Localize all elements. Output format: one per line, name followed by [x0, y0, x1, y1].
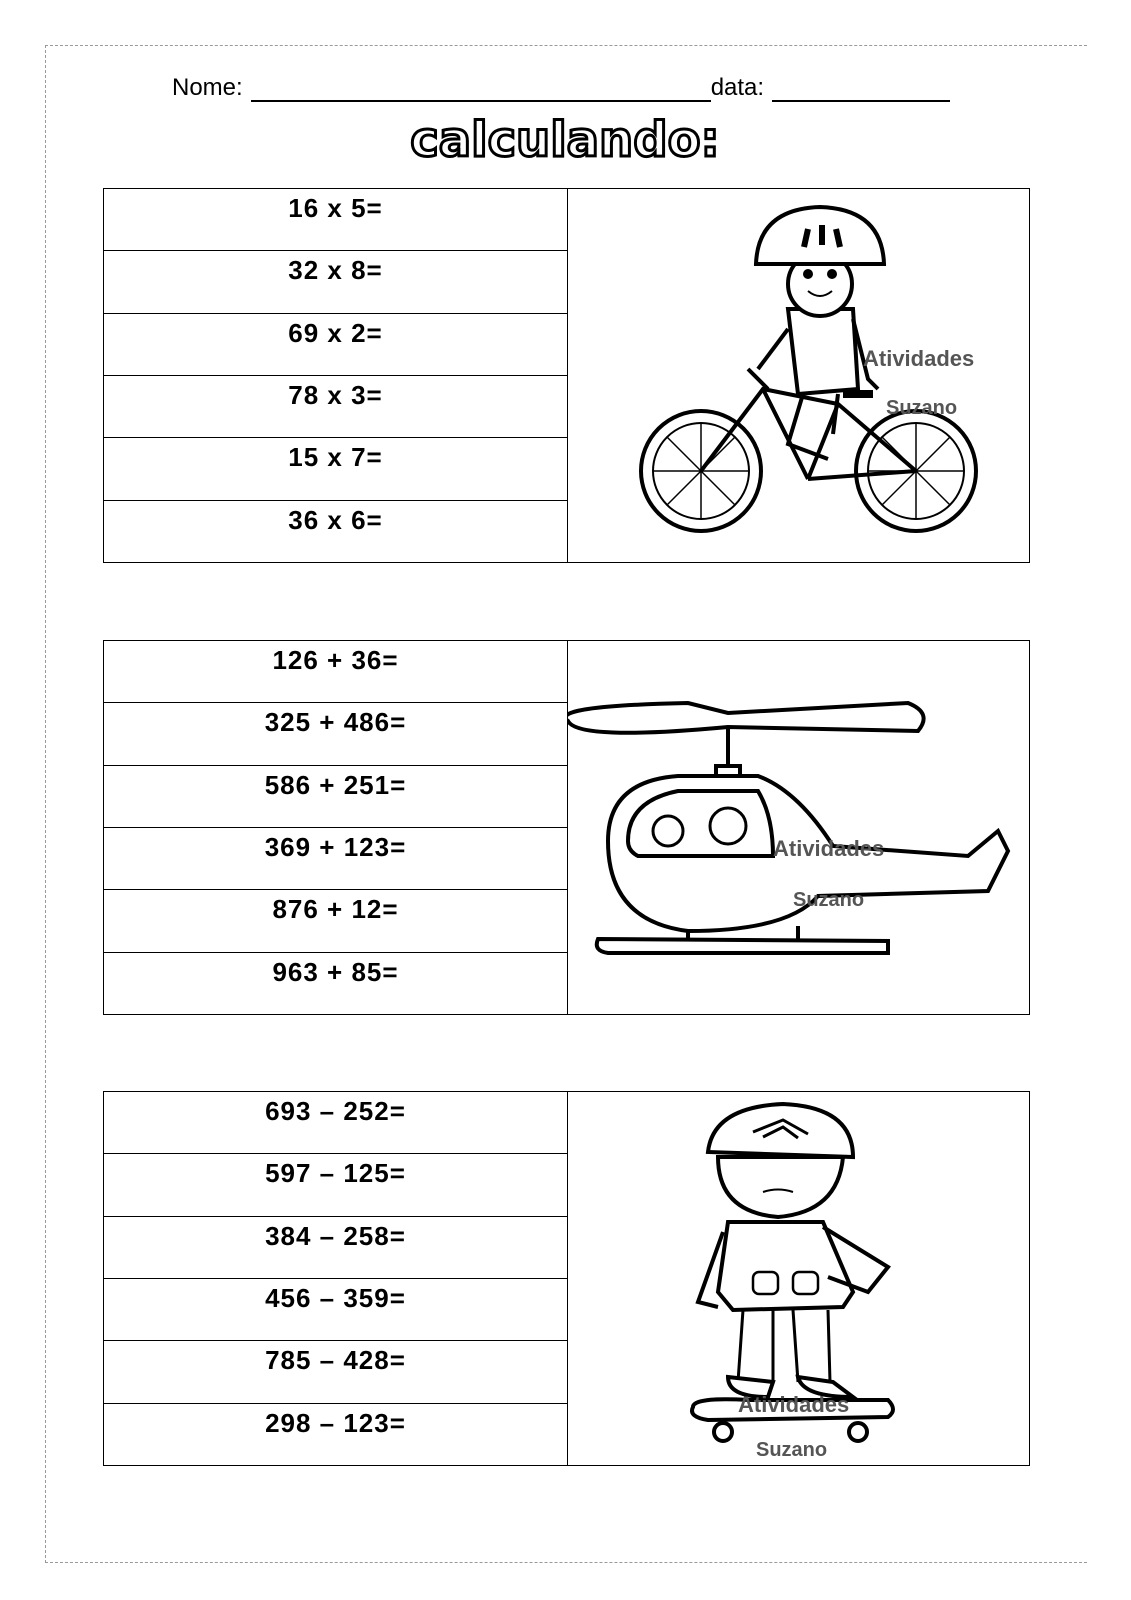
problem-row[interactable] — [104, 376, 567, 438]
boy-bicycle-illustration — [568, 189, 1029, 562]
name-label: Nome: — [172, 74, 243, 101]
problem-row[interactable] — [104, 314, 567, 376]
page-title-text: calculando: — [410, 112, 720, 168]
problem-row[interactable] — [104, 251, 567, 313]
watermark-text: Atividades — [863, 346, 975, 371]
problem-text: 126 + 36= — [272, 645, 399, 675]
watermark-text: Suzano — [793, 889, 865, 911]
date-blank-field[interactable] — [772, 76, 950, 102]
watermark-text: Suzano — [756, 1439, 828, 1461]
problem-list — [104, 1092, 568, 1465]
problem-row[interactable] — [104, 766, 567, 828]
problem-text: 298 – 123= — [265, 1407, 406, 1438]
multiplication-block — [103, 188, 1030, 563]
problem-row[interactable] — [104, 1217, 567, 1279]
date-label: data: — [710, 74, 765, 101]
problem-text: 963 + 85= — [272, 956, 399, 987]
problem-list — [104, 641, 568, 1014]
subtraction-block — [103, 1091, 1030, 1466]
problem-text: 597 – 125= — [265, 1158, 406, 1189]
problem-text: 586 + 251= — [264, 769, 407, 800]
problem-row[interactable] — [104, 438, 567, 500]
problem-row[interactable] — [104, 1154, 567, 1216]
problem-text: 16 x 5= — [288, 193, 383, 223]
problem-text: 785 – 428= — [265, 1345, 406, 1376]
problem-text: 15 x 7= — [288, 442, 383, 473]
helicopter-illustration — [568, 641, 1029, 1014]
problem-row[interactable] — [104, 1092, 567, 1154]
problem-row[interactable] — [104, 1341, 567, 1403]
problem-row[interactable] — [104, 703, 567, 765]
problem-list — [104, 189, 568, 562]
problem-text: 369 + 123= — [264, 831, 407, 862]
header-line — [172, 68, 972, 102]
problem-text: 69 x 2= — [288, 317, 383, 348]
addition-block — [103, 640, 1030, 1015]
problem-row[interactable] — [104, 501, 567, 562]
problem-text: 36 x 6= — [288, 504, 383, 535]
problem-row[interactable] — [104, 953, 567, 1014]
watermark-text: Atividades — [738, 1392, 850, 1417]
problem-text: 456 – 359= — [265, 1282, 406, 1313]
girl-skateboard-illustration — [568, 1092, 1029, 1465]
watermark-text: Atividades — [773, 836, 885, 861]
problem-row[interactable] — [104, 189, 567, 251]
page-title — [385, 112, 745, 172]
problem-row[interactable] — [104, 890, 567, 952]
problem-row[interactable] — [104, 641, 567, 703]
name-blank-field[interactable] — [251, 76, 711, 102]
watermark-text: Suzano — [886, 397, 958, 419]
problem-text: 78 x 3= — [288, 379, 383, 410]
problem-text: 32 x 8= — [288, 255, 383, 286]
problem-text: 693 – 252= — [265, 1096, 406, 1126]
problem-text: 876 + 12= — [272, 894, 399, 925]
problem-row[interactable] — [104, 1279, 567, 1341]
problem-text: 384 – 258= — [265, 1220, 406, 1251]
problem-text: 325 + 486= — [264, 707, 407, 738]
problem-row[interactable] — [104, 828, 567, 890]
problem-row[interactable] — [104, 1404, 567, 1465]
